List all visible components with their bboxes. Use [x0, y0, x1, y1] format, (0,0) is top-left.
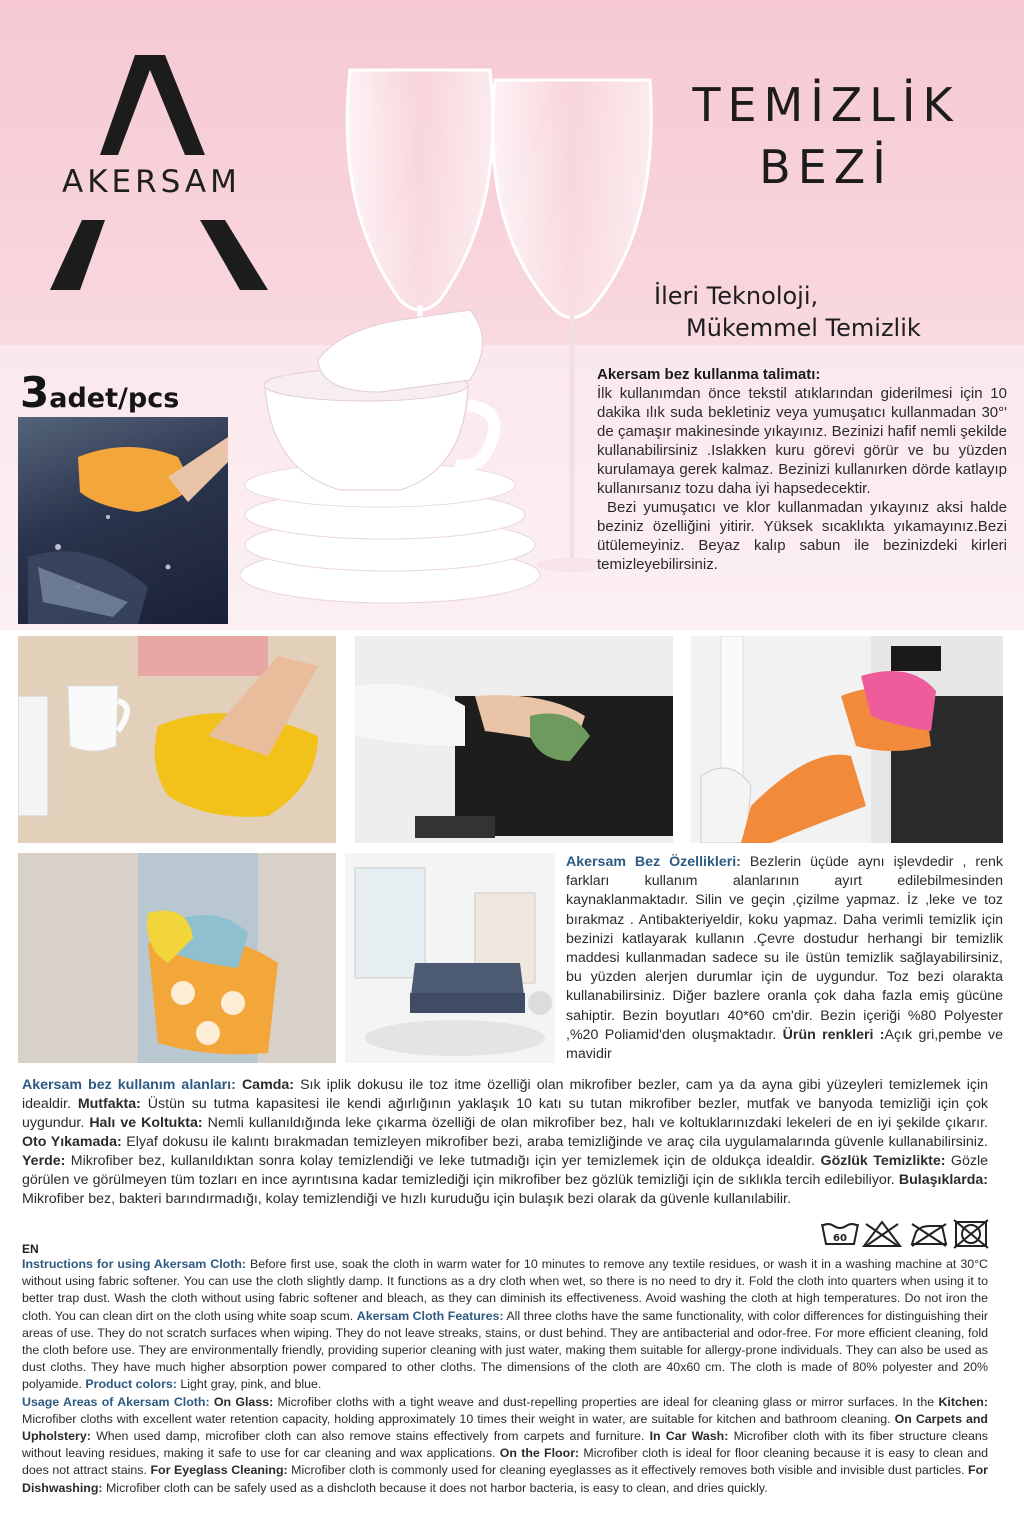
car-wash-illustration [18, 417, 228, 624]
instructions-body-2: Bezi yumuşatıcı ve klor kullanmadan yıkayınız aksi halde beziniz özelliğini yitirir. Yüksek sıcaklıkta yıkamayınız.Bezi ütülemeyiniz. Beyaz kalıp sabun ile bezinizdeki kirleri temizleyebilirsiniz. [597, 499, 1007, 573]
hero-banner [0, 0, 1024, 630]
no-bleach-icon [864, 1222, 900, 1246]
oven-cleaning-illustration [691, 636, 1003, 843]
no-iron-icon [912, 1224, 946, 1246]
wash-temp-label: 60 [833, 1233, 847, 1244]
desk-cleaning-illustration [18, 636, 336, 843]
usage-text: Elyaf dokusu ile kalıntı bırakmadan temizleyen mikrofiber bezi, araba temizliğinde ve araç cila uygulamalarında güvenle kullanabilirsiniz. [121, 1134, 988, 1150]
usage-text: Mikrofiber bez, kullanıldıktan sonra kolay temizlendiği ve leke tutmadığı için yer temizlemek için de oldukça idealdir. [65, 1153, 821, 1169]
en-usage-text: Microfiber cloth with its fiber structure cleans without leaving residues, making it safe to use for car cleaning and wax applications. [22, 1429, 988, 1461]
en-usage-label: On the Floor: [499, 1446, 580, 1461]
english-text [22, 1256, 988, 1497]
photo-car-wash [18, 417, 228, 624]
photo-screen-cleaning [355, 636, 673, 843]
usage-label: Gözlük Temizlikte: [820, 1153, 946, 1169]
features-body: Bezlerin üçüde aynı işlevdedir , renk farkları kullanım alanlarının ayırt edilebilmesinden kaynaklanmaktadır. Silin ve geçin ,çizilme yapmaz. İz ,leke ve toz bırakmaz . Antibakteriyeldir, koku yapmaz. Daha verimli temizlik için bezinizi katlayarak kullanın .Çevre dostudur herhangi bir temizlik maddesi kullanmadan sadece su ile üstün temizlik sağlayabilirsiniz, bu yüzden alerjen durumlar için de uygundur. Toz bezi olarakta kullanabilirsiniz. Diğer bazlere oranla çok daha fazla emiş gücüne sahiptir. Bezin boyutları 40*60 cm'dir. Bezin içeriği %80 Polyester ,%20 Poliamid'den oluşmaktadır. [566, 854, 1004, 1043]
usage-label: Oto Yıkamada: [22, 1134, 122, 1150]
usage-label: Halı ve Koltukta: [89, 1115, 203, 1131]
screen-cleaning-illustration [355, 636, 673, 843]
wash-60-icon [822, 1224, 858, 1244]
en-usage-heading: Usage Areas of Akersam Cloth: [22, 1394, 210, 1409]
brand-name: AKERSAM [62, 164, 241, 200]
instructions-heading: Akersam bez kullanma talimatı: [597, 366, 821, 383]
features-heading: Akersam Bez Özellikleri: [566, 854, 741, 870]
instructions-body-1: İlk kullanımdan önce tekstil atıklarından giderilmesi için 10 dakika ılık suda bekletiniz veya yumuşatıcı kullanmadan 30°' de çamaşır makinesinde yıkayınız. Bezinizi hafif nemli şekilde kullanabilirsiniz .Islakken kuru görevi görür ve bu yüzden kurulamaya gerek kalmaz. Bezinizi kullanırken dörde katlayıp kullanırsanız tozu daha iyi hapsedecektir. [597, 385, 1007, 497]
pack-count [20, 368, 179, 417]
usage-label: Mutfakta: [77, 1096, 141, 1112]
photo-dish-cleaning [18, 853, 336, 1063]
colors-label: Ürün renkleri : [782, 1026, 885, 1043]
en-instructions-body: Before first use, soak the cloth in warm water for 10 minutes to remove any textile residues, or wash it in a washing machine at 30°C without using fabric softener. You can use the cloth slightly damp. It functions as a dry cloth when wet, so there is no need to dry it. Fold the cloth into quarters when using it to better trap dust. Wash the cloth without using fabric softener and bleach, as they can diminish its effectiveness. Avoid washing the cloth at high temperatures. Do not iron the cloth. You can clean dirt on the cloth using white soap scum. [22, 1257, 989, 1323]
title-line-1: TEMİZLİK [692, 78, 960, 132]
en-instructions-heading: Instructions for using Akersam Cloth: [22, 1257, 247, 1271]
en-usage-text: When used damp, microfiber cloth can also remove stains effectively from carpets and furniture. [90, 1429, 650, 1444]
photo-oven-cleaning [691, 636, 1003, 843]
pack-count-unit: adet/pcs [49, 383, 180, 414]
care-symbols [820, 1218, 990, 1250]
en-usage-label: For Eyeglass Cleaning: [150, 1463, 288, 1478]
en-usage-text: Microfiber cloths with a tight weave and dust-repelling properties are ideal for cleaning glass or mirror surfaces. In the [273, 1394, 939, 1409]
tagline-line-1: İleri Teknoloji, [654, 282, 819, 310]
usage-text: Gözle görülen ve görülmeyen tüm tozları en ince ayrıntısına kadar temizlediği için mikrofiber bez gözlük temizliği için de sıklıkla tercih edilebiliyor. [22, 1153, 988, 1188]
usage-text: Üstün su tutma kapasitesi ile kendi ağırlığının yaklaşık 10 katı su tutan mikrofiber bezler, mutfak ve banyoda temizliği için çok uygundur. [22, 1096, 988, 1131]
en-usage-text: Microfiber cloth is ideal for floor cleaning because it is easy to clean and does not attract stains. [22, 1446, 988, 1478]
colors-value: Açık gri,pembe ve mavidir [566, 1026, 1003, 1063]
usage-text: Mikrofiber bez, bakteri barındırmadığı, kolay temizlendiği ve hızlı kuruduğu için bulaşık bezi olarak da güvenle kullanılabilir. [22, 1191, 791, 1207]
usage-heading: Akersam bez kullanım alanları: [22, 1077, 236, 1093]
features-tr [566, 853, 1003, 1064]
photo-living-room [345, 853, 555, 1063]
dish-cleaning-illustration [18, 853, 336, 1063]
photo-desk-cleaning [18, 636, 336, 843]
pack-count-number: 3 [20, 368, 50, 417]
no-tumble-dry-icon [954, 1220, 988, 1248]
en-usage-text: Microfiber cloth can be safely used as a dishcloth because it does not harbor bacteria, is easy to clean, and dries quickly. [102, 1480, 768, 1495]
en-features-body: All three cloths have the same functionality, with color differences for distinguishing their areas of use. They do not scratch surfaces when wiping. They do not leave streaks, stains, or dust behind. They are antibacterial and odor-free. For more efficient cleaning, fold the cloth before use. They are environmentally friendly, providing superior cleaning with just water, making them suitable for allergy-prone individuals. They can also be used as dust cloths. They have much higher absorption power compared to other cloths. The dimensions of the cloth are 40x60 cm. The cloth is made of 80% polyester and 20% polyamide. [22, 1308, 989, 1392]
en-usage-label: In Car Wash: [649, 1429, 729, 1444]
usage-label: Camda: [241, 1077, 294, 1093]
en-features-heading: Akersam Cloth Features: [356, 1308, 504, 1323]
en-usage-label: For Dishwashing: [22, 1463, 989, 1495]
usage-instructions-tr [597, 365, 1007, 574]
usage-text: Sık iplik dokusu ile toz itme özelliği olan mikrofiber bezler, cam ya da ayna gibi yüzeyleri temizlemek için idealdir. [22, 1077, 988, 1112]
title-line-2: BEZİ [759, 140, 893, 194]
product-title [640, 74, 1012, 198]
en-usage-label: Kitchen: [938, 1394, 989, 1409]
en-usage-text: Microfiber cloth is commonly used for cleaning eyeglasses as it effectively removes both visible and invisible dust particles. [287, 1463, 969, 1478]
usage-label: Bulaşıklarda: [898, 1172, 988, 1188]
en-colors-body: Light gray, pink, and blue. [176, 1377, 322, 1392]
usage-label: Yerde: [22, 1153, 66, 1169]
language-tag-en: EN [22, 1242, 39, 1256]
en-colors-heading: Product colors: [85, 1377, 177, 1392]
en-usage-text: Microfiber cloths with excellent water retention capacity, holding approximately 10 times their weight in water, are suitable for kitchen and bathroom cleaning. [22, 1411, 895, 1426]
tagline-line-2: Mükemmel Temizlik [686, 314, 921, 342]
usage-text: Nemli kullanıldığında leke çıkarma özelliği de olan mikrofiber bez, halı ve koltuklarınızdaki lekeleri de en iyi şekilde çıkarır. [202, 1115, 988, 1131]
usage-areas-tr [22, 1076, 988, 1209]
en-usage-label: On Carpets and Upholstery: [22, 1411, 988, 1444]
living-room-illustration [345, 853, 555, 1063]
en-usage-label: On Glass: [209, 1394, 274, 1409]
